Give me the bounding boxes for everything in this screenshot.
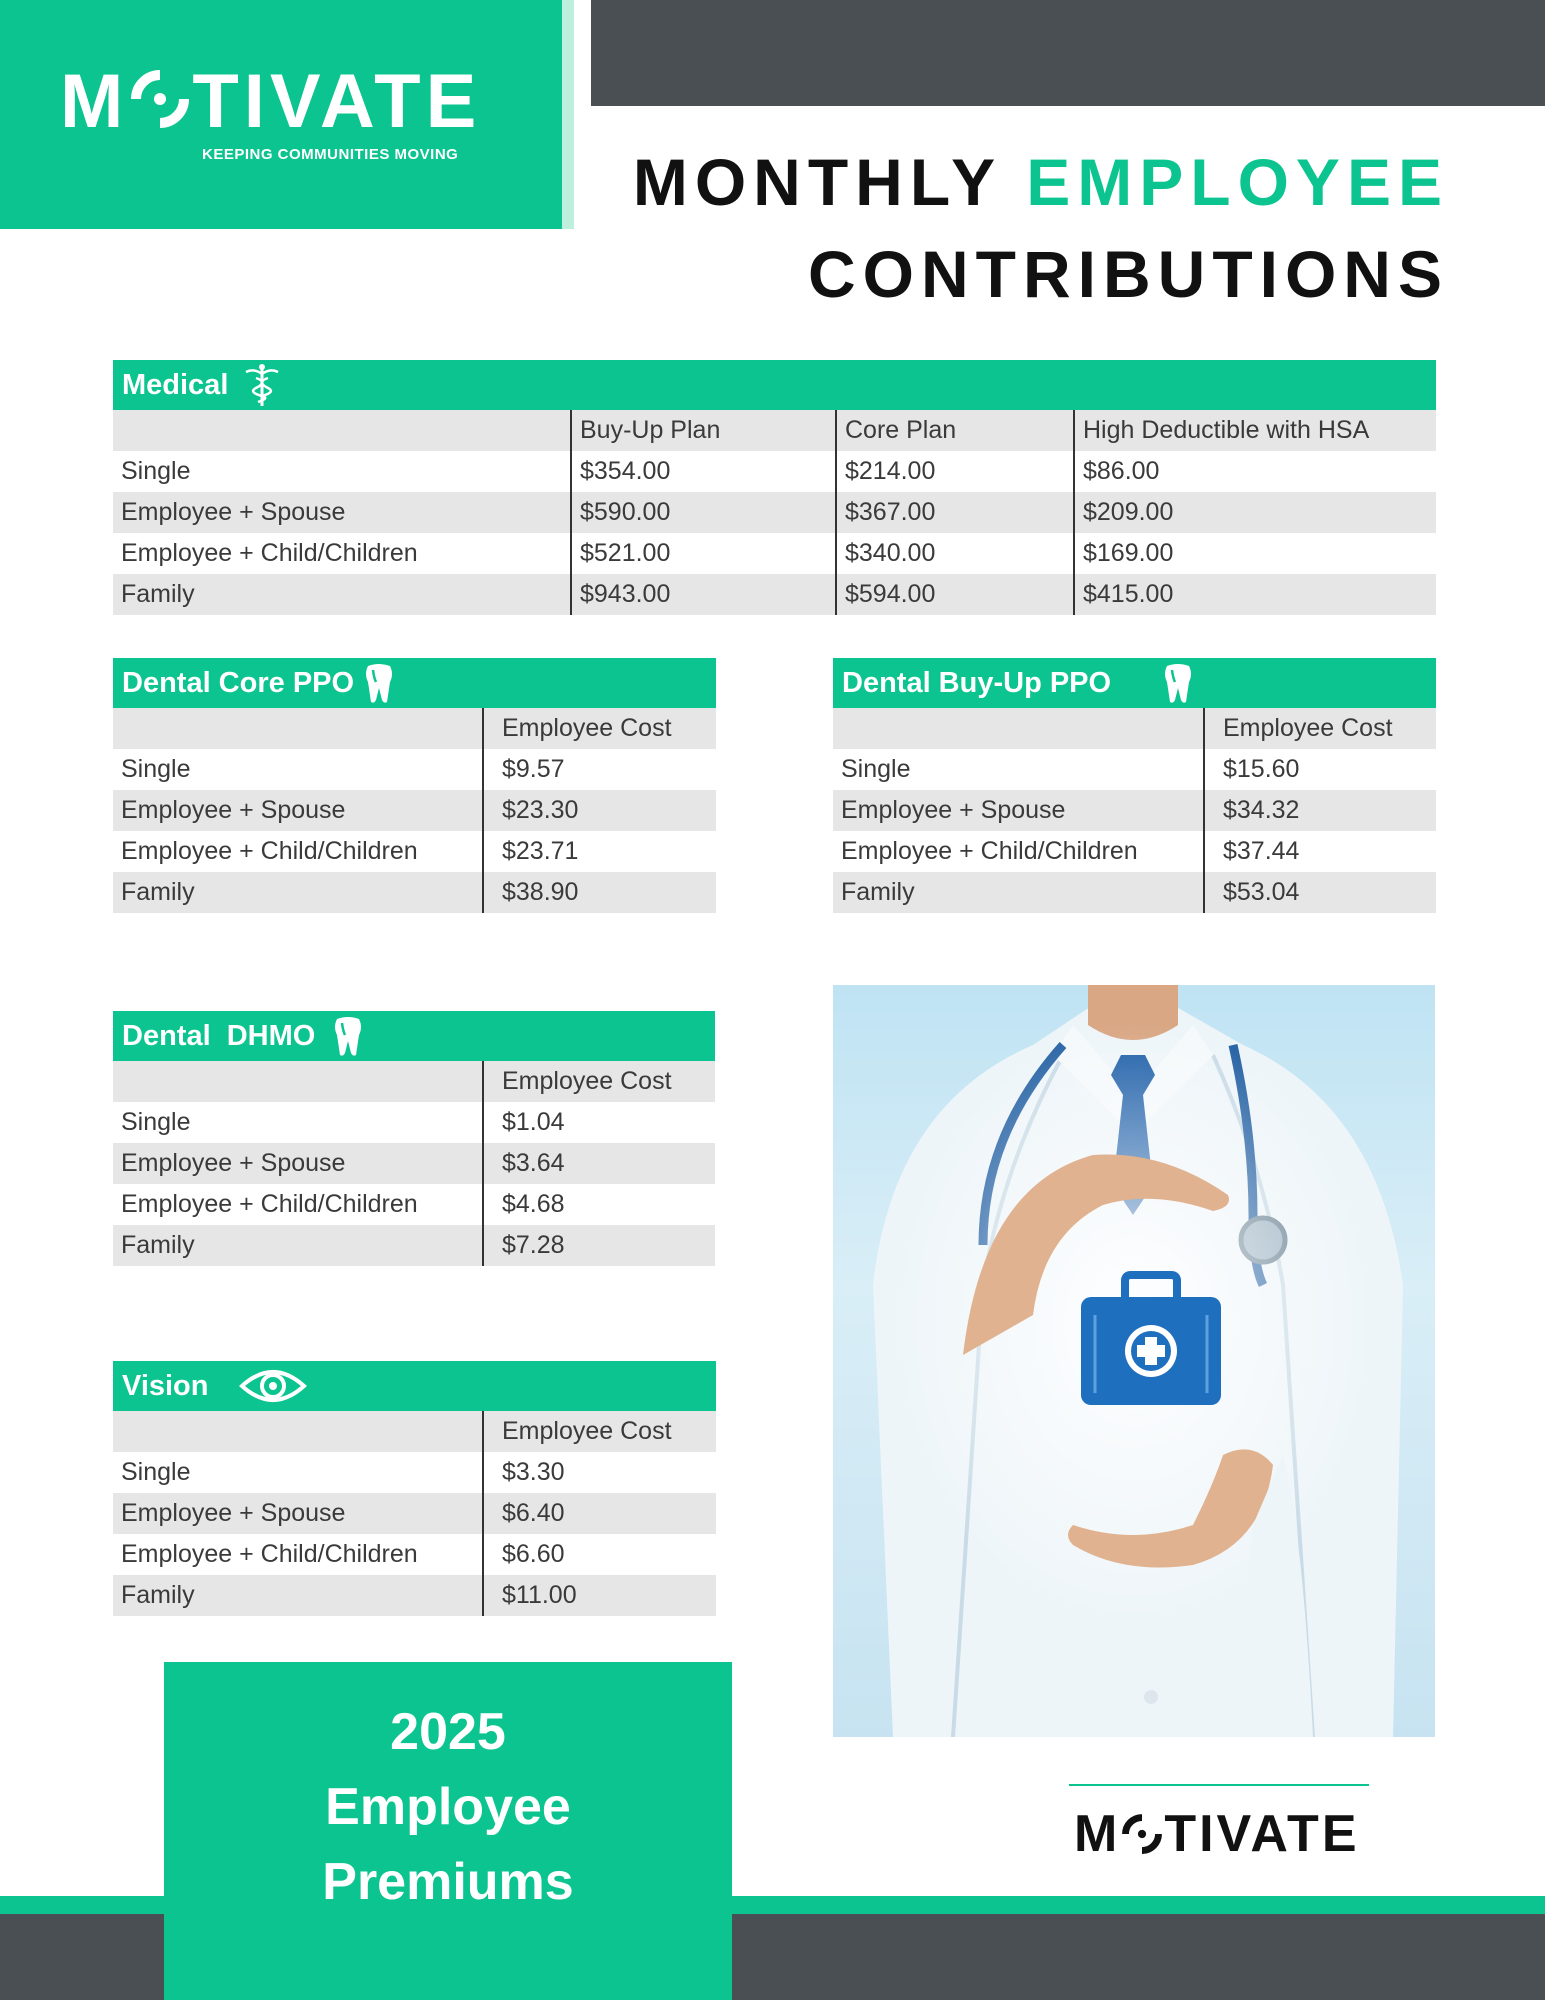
logo-o-swirl-icon bbox=[1120, 1809, 1164, 1853]
vision-header bbox=[113, 1361, 716, 1411]
vision-table bbox=[113, 1361, 716, 1616]
row-value: $4.68 bbox=[482, 1184, 715, 1225]
row-label: Single bbox=[121, 1458, 191, 1486]
footer-logo-rule bbox=[1069, 1784, 1369, 1786]
column-header-blank bbox=[113, 1411, 482, 1452]
table-row bbox=[113, 451, 1436, 492]
row-value: $9.57 bbox=[482, 749, 716, 790]
row-value: $354.00 bbox=[570, 451, 835, 492]
table-row bbox=[113, 1184, 715, 1225]
medical-table bbox=[113, 360, 1436, 615]
vision-column-headers bbox=[113, 1411, 716, 1452]
footer-logo-end: TIVATE bbox=[1164, 1805, 1360, 1863]
logo-panel-gap bbox=[574, 0, 591, 229]
row-label: Employee + Child/Children bbox=[841, 837, 1138, 865]
page-title bbox=[633, 136, 1449, 320]
logo-text-start: M bbox=[60, 59, 129, 144]
row-label: Family bbox=[121, 1231, 195, 1259]
dental-dhmo-header bbox=[113, 1011, 715, 1061]
table-row bbox=[113, 1225, 715, 1266]
row-label: Single bbox=[841, 755, 911, 783]
table-row bbox=[833, 831, 1436, 872]
row-value: $590.00 bbox=[570, 492, 835, 533]
column-header-blank bbox=[833, 708, 1203, 749]
medical-column-headers bbox=[113, 410, 1436, 451]
doctor-illustration bbox=[833, 985, 1435, 1737]
badge-year: 2025 bbox=[390, 1703, 506, 1761]
row-label: Employee + Spouse bbox=[121, 1149, 346, 1177]
row-value: $415.00 bbox=[1073, 574, 1436, 615]
row-label: Employee + Spouse bbox=[121, 796, 346, 824]
table-row bbox=[113, 1493, 716, 1534]
table-row bbox=[113, 1452, 716, 1493]
row-value: $340.00 bbox=[835, 533, 1073, 574]
dental-core-header bbox=[113, 658, 716, 708]
title-monthly: MONTHLY bbox=[632, 145, 1001, 219]
row-value: $23.71 bbox=[482, 831, 716, 872]
row-value: $367.00 bbox=[835, 492, 1073, 533]
logo-text-end: TIVATE bbox=[192, 59, 482, 144]
table-row bbox=[833, 872, 1436, 913]
tooth-icon bbox=[1163, 662, 1193, 704]
row-value: $209.00 bbox=[1073, 492, 1436, 533]
vision-title: Vision bbox=[122, 1369, 209, 1402]
row-label: Family bbox=[841, 878, 915, 906]
table-row bbox=[113, 749, 716, 790]
table-row bbox=[113, 492, 1436, 533]
table-row bbox=[113, 1575, 716, 1616]
column-header-employee-cost: Employee Cost bbox=[482, 1411, 716, 1452]
table-row bbox=[113, 1534, 716, 1575]
year-badge bbox=[164, 1662, 732, 2000]
dental-buyup-column-headers bbox=[833, 708, 1436, 749]
badge-line-premiums: Premiums bbox=[322, 1853, 574, 1911]
table-row bbox=[833, 790, 1436, 831]
title-contributions: CONTRIBUTIONS bbox=[808, 237, 1449, 311]
row-label: Employee + Child/Children bbox=[121, 1190, 418, 1218]
table-row bbox=[113, 533, 1436, 574]
row-value: $6.60 bbox=[482, 1534, 716, 1575]
row-label: Single bbox=[121, 755, 191, 783]
table-row bbox=[113, 790, 716, 831]
row-value: $37.44 bbox=[1203, 831, 1436, 872]
row-label: Employee + Spouse bbox=[121, 1499, 346, 1527]
row-value: $943.00 bbox=[570, 574, 835, 615]
row-label: Single bbox=[121, 1108, 191, 1136]
row-label: Single bbox=[121, 457, 191, 485]
row-value: $11.00 bbox=[482, 1575, 716, 1616]
logo-panel-stripe bbox=[562, 0, 574, 229]
column-header-core: Core Plan bbox=[835, 410, 1073, 451]
column-header-blank bbox=[113, 708, 482, 749]
badge-line-employee: Employee bbox=[325, 1778, 571, 1836]
table-row bbox=[113, 831, 716, 872]
dental-dhmo-title: Dental DHMO bbox=[122, 1019, 316, 1052]
dental-buyup-table bbox=[833, 658, 1436, 913]
row-value: $86.00 bbox=[1073, 451, 1436, 492]
row-value: $34.32 bbox=[1203, 790, 1436, 831]
row-label: Employee + Spouse bbox=[121, 498, 346, 526]
row-value: $23.30 bbox=[482, 790, 716, 831]
column-header-blank bbox=[113, 410, 570, 451]
tooth-icon bbox=[364, 662, 394, 704]
row-label: Family bbox=[121, 580, 195, 608]
top-bar bbox=[591, 0, 1545, 106]
row-value: $169.00 bbox=[1073, 533, 1436, 574]
column-header-hsa: High Deductible with HSA bbox=[1073, 410, 1436, 451]
medical-table-header bbox=[113, 360, 1436, 410]
row-label: Employee + Spouse bbox=[841, 796, 1066, 824]
dental-dhmo-table bbox=[113, 1011, 715, 1266]
row-value: $3.64 bbox=[482, 1143, 715, 1184]
row-value: $7.28 bbox=[482, 1225, 715, 1266]
motivate-logo bbox=[60, 59, 482, 144]
table-row bbox=[113, 1143, 715, 1184]
footer-logo-start: M bbox=[1074, 1805, 1121, 1863]
row-value: $38.90 bbox=[482, 872, 716, 913]
title-employee: EMPLOYEE bbox=[1026, 145, 1449, 219]
column-header-blank bbox=[113, 1061, 482, 1102]
dental-buyup-title: Dental Buy-Up PPO bbox=[842, 666, 1112, 699]
row-value: $6.40 bbox=[482, 1493, 716, 1534]
logo-tagline: KEEPING COMMUNITIES MOVING bbox=[202, 146, 459, 163]
row-value: $15.60 bbox=[1203, 749, 1436, 790]
medical-title: Medical bbox=[122, 368, 229, 401]
row-value: $521.00 bbox=[570, 533, 835, 574]
table-row bbox=[833, 749, 1436, 790]
dental-buyup-header bbox=[833, 658, 1436, 708]
row-value: $3.30 bbox=[482, 1452, 716, 1493]
column-header-employee-cost: Employee Cost bbox=[482, 708, 716, 749]
table-row bbox=[113, 872, 716, 913]
row-label: Family bbox=[121, 1581, 195, 1609]
caduceus-icon bbox=[240, 362, 284, 408]
row-label: Employee + Child/Children bbox=[121, 539, 418, 567]
row-value: $1.04 bbox=[482, 1102, 715, 1143]
row-value: $214.00 bbox=[835, 451, 1073, 492]
dental-dhmo-column-headers bbox=[113, 1061, 715, 1102]
logo-o-swirl-icon bbox=[128, 66, 192, 130]
eye-icon bbox=[239, 1366, 307, 1406]
row-value: $594.00 bbox=[835, 574, 1073, 615]
table-row bbox=[113, 574, 1436, 615]
column-header-buy-up: Buy-Up Plan bbox=[570, 410, 835, 451]
row-label: Family bbox=[121, 878, 195, 906]
dental-core-table bbox=[113, 658, 716, 913]
row-label: Employee + Child/Children bbox=[121, 1540, 418, 1568]
column-header-employee-cost: Employee Cost bbox=[482, 1061, 715, 1102]
row-label: Employee + Child/Children bbox=[121, 837, 418, 865]
row-value: $53.04 bbox=[1203, 872, 1436, 913]
table-row bbox=[113, 1102, 715, 1143]
column-header-employee-cost: Employee Cost bbox=[1203, 708, 1436, 749]
doctor-photo bbox=[833, 985, 1435, 1737]
tooth-icon bbox=[333, 1015, 363, 1057]
dental-core-title: Dental Core PPO bbox=[122, 666, 355, 699]
dental-core-column-headers bbox=[113, 708, 716, 749]
footer-logo bbox=[1074, 1804, 1360, 1864]
